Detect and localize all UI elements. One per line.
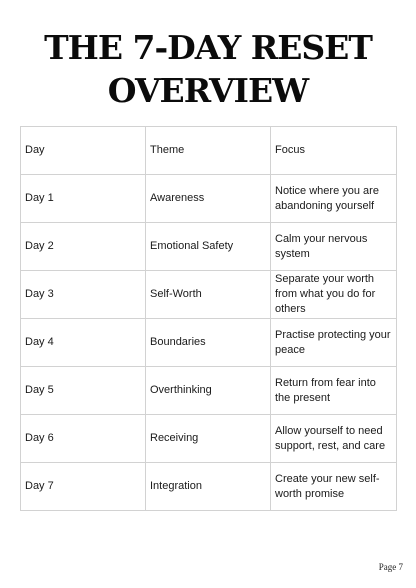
focus-cell: Notice where you are abandoning yourself: [271, 175, 397, 223]
page-number: Page 7: [378, 562, 403, 572]
header-day: Day: [21, 127, 146, 175]
focus-cell: Separate your worth from what you do for others: [271, 271, 397, 319]
theme-cell: Integration: [146, 463, 271, 511]
overview-table: [20, 126, 397, 511]
day-cell: Day 4: [21, 319, 146, 367]
table-header-row: [21, 127, 397, 175]
focus-cell: Allow yourself to need support, rest, and care: [271, 415, 397, 463]
focus-cell: Practise protecting your peace: [271, 319, 397, 367]
day-cell: Day 5: [21, 367, 146, 415]
header-focus: Focus: [271, 127, 397, 175]
focus-cell: Calm your nervous system: [271, 223, 397, 271]
page-title-line-1: THE 7-DAY RESET: [44, 28, 372, 67]
table-row: [21, 415, 397, 463]
header-theme: Theme: [146, 127, 271, 175]
theme-cell: Receiving: [146, 415, 271, 463]
day-cell: Day 7: [21, 463, 146, 511]
theme-cell: Boundaries: [146, 319, 271, 367]
focus-cell: Create your new self-worth promise: [271, 463, 397, 511]
table-row: [21, 367, 397, 415]
day-cell: Day 2: [21, 223, 146, 271]
focus-cell: Return from fear into the present: [271, 367, 397, 415]
theme-cell: Self-Worth: [146, 271, 271, 319]
table-row: [21, 463, 397, 511]
page-title: [0, 26, 416, 112]
table-row: [21, 319, 397, 367]
theme-cell: Awareness: [146, 175, 271, 223]
table-row: [21, 175, 397, 223]
table-row: [21, 271, 397, 319]
table-row: [21, 223, 397, 271]
theme-cell: Overthinking: [146, 367, 271, 415]
theme-cell: Emotional Safety: [146, 223, 271, 271]
day-cell: Day 6: [21, 415, 146, 463]
page-title-line-2: OVERVIEW: [107, 71, 309, 110]
day-cell: Day 1: [21, 175, 146, 223]
day-cell: Day 3: [21, 271, 146, 319]
